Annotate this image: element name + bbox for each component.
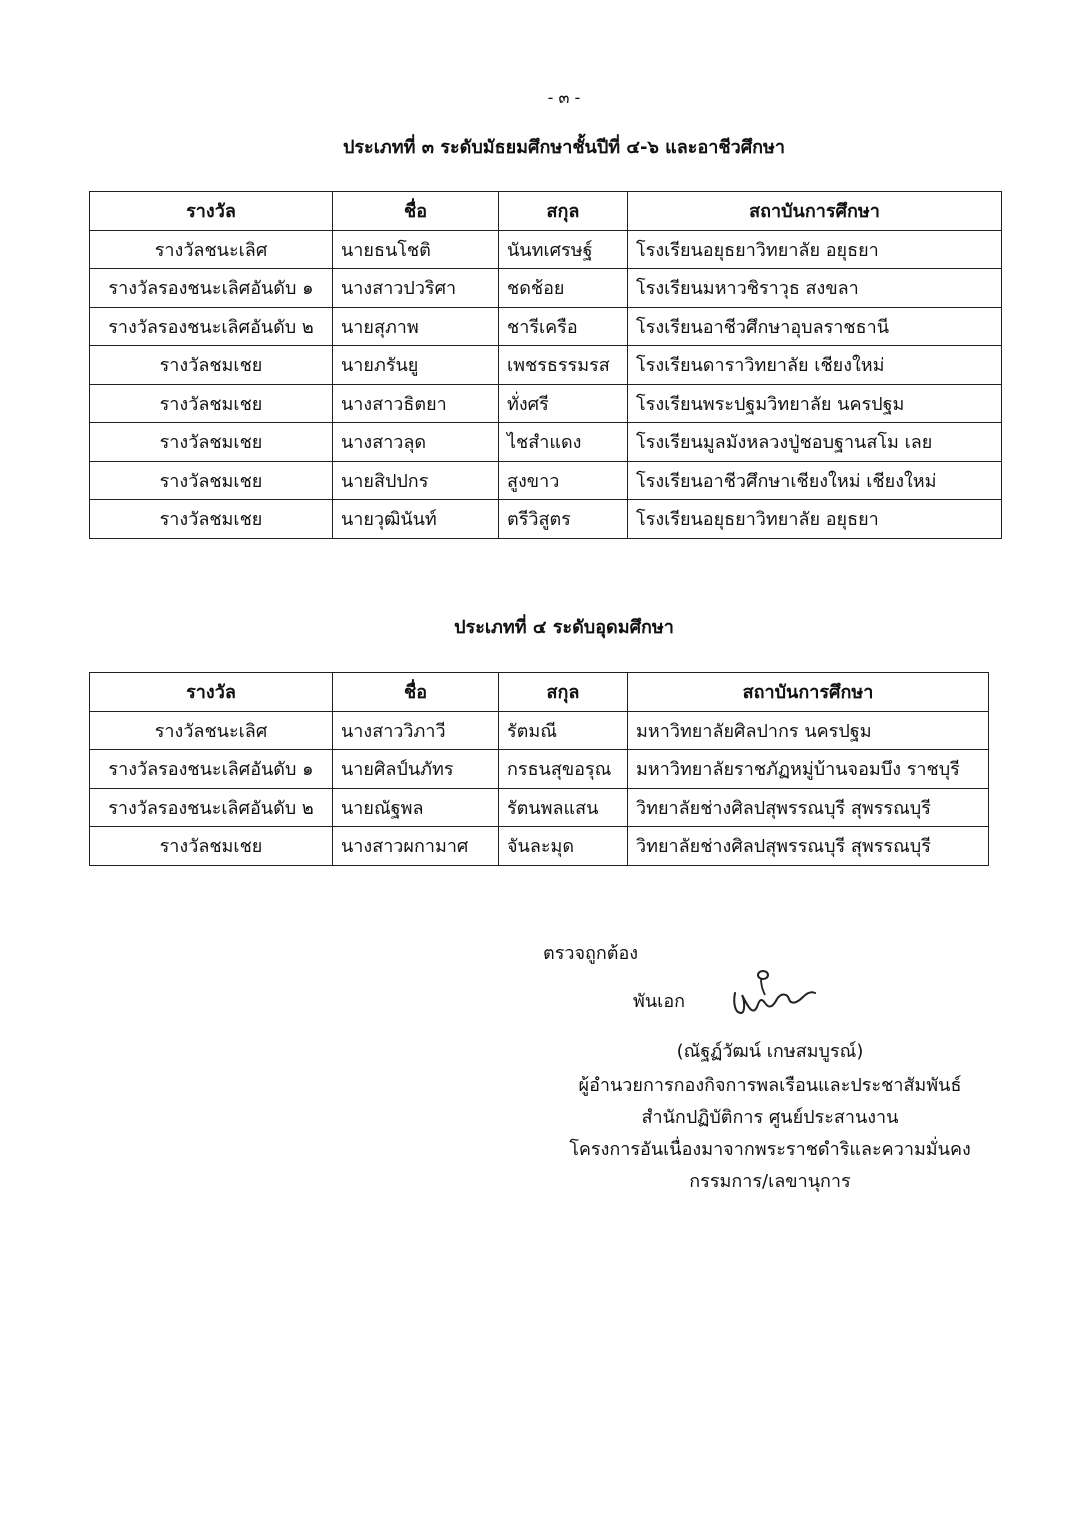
institution-cell: มหาวิทยาลัยราชภัฏหมู่บ้านจอมบึง ราชบุรี [628,750,989,789]
section-3-heading: ประเภทที่ ๓ ระดับมัธยมศึกษาชั้นปีที่ ๔-๖ และอาชีวศึกษา [342,137,786,158]
institution-cell: โรงเรียนมหาวชิราวุธ สงขลา [628,269,1002,308]
signer-position-line-1: ผู้อำนวยการกองกิจการพลเรือนและประชาสัมพันธ์ [578,1075,962,1096]
column-header-firstname: ชื่อ [333,673,499,712]
firstname-cell: นางสาวลุด [333,423,499,462]
award-cell: รางวัลชนะเลิศ [90,711,333,750]
surname-cell: นันทเศรษฐ์ [499,230,628,269]
institution-cell: วิทยาลัยช่างศิลปสุพรรณบุรี สุพรรณบุรี [628,827,989,866]
table-row [90,230,1002,269]
table-header-row [90,673,989,712]
table-row [90,423,1002,462]
award-cell: รางวัลชมเชย [90,346,333,385]
signer-rank: พันเอก [633,991,686,1012]
signer-position-line-3: โครงการอันเนื่องมาจากพระราชดำริและความมั่นคง [569,1139,971,1160]
surname-cell: เพชรธรรมรส [499,346,628,385]
award-cell: รางวัลชมเชย [90,827,333,866]
surname-cell: ชารีเครือ [499,307,628,346]
surname-cell: ชดช้อย [499,269,628,308]
column-header-award: รางวัล [90,673,333,712]
verified-text: ตรวจถูกต้อง [543,943,639,964]
surname-cell: ทั่งศรี [499,384,628,423]
table-row [90,269,1002,308]
table-row [90,827,989,866]
table-row [90,307,1002,346]
surname-cell: กรธนสุขอรุณ [499,750,628,789]
award-cell: รางวัลรองชนะเลิศอันดับ ๑ [90,750,333,789]
column-header-firstname: ชื่อ [333,192,499,231]
page-number: - ๓ - [547,88,581,107]
handwritten-signature [727,963,817,1023]
institution-cell: โรงเรียนอาชีวศึกษาอุบลราชธานี [628,307,1002,346]
signer-position-line-4: กรรมการ/เลขานุการ [689,1171,851,1192]
firstname-cell: นางสาวผกามาศ [333,827,499,866]
column-header-surname: สกุล [499,192,628,231]
institution-cell: โรงเรียนอาชีวศึกษาเชียงใหม่ เชียงใหม่ [628,461,1002,500]
institution-cell: โรงเรียนมูลมังหลวงปู่ชอบฐานสโม เลย [628,423,1002,462]
surname-cell: สูงขาว [499,461,628,500]
institution-cell: มหาวิทยาลัยศิลปากร นครปฐม [628,711,989,750]
surname-cell: รัตมณี [499,711,628,750]
table-row [90,711,989,750]
institution-cell: โรงเรียนพระปฐมวิทยาลัย นครปฐม [628,384,1002,423]
table-row [90,346,1002,385]
firstname-cell: นายวุฒินันท์ [333,500,499,539]
award-cell: รางวัลรองชนะเลิศอันดับ ๒ [90,788,333,827]
table-row [90,750,989,789]
surname-cell: รัตนพลแสน [499,788,628,827]
section-3-table [89,191,1002,539]
award-cell: รางวัลชมเชย [90,461,333,500]
table-row [90,461,1002,500]
column-header-surname: สกุล [499,673,628,712]
table-row [90,384,1002,423]
award-cell: รางวัลชมเชย [90,423,333,462]
firstname-cell: นางสาววิภาวี [333,711,499,750]
award-cell: รางวัลชมเชย [90,500,333,539]
firstname-cell: นายสุภาพ [333,307,499,346]
award-cell: รางวัลชมเชย [90,384,333,423]
institution-cell: โรงเรียนอยุธยาวิทยาลัย อยุธยา [628,500,1002,539]
table-header-row [90,192,1002,231]
signer-position-line-2: สำนักปฏิบัติการ ศูนย์ประสานงาน [641,1107,899,1128]
surname-cell: จันละมุด [499,827,628,866]
award-cell: รางวัลรองชนะเลิศอันดับ ๑ [90,269,333,308]
firstname-cell: นายศิลป์นภัทร [333,750,499,789]
table-row [90,788,989,827]
firstname-cell: นายสิปปกร [333,461,499,500]
firstname-cell: นางสาวปวริศา [333,269,499,308]
institution-cell: วิทยาลัยช่างศิลปสุพรรณบุรี สุพรรณบุรี [628,788,989,827]
surname-cell: ตรีวิสูตร [499,500,628,539]
award-cell: รางวัลชนะเลิศ [90,230,333,269]
firstname-cell: นายณัฐพล [333,788,499,827]
signer-name: (ณัฐฏ์วัฒน์ เกษสมบูรณ์) [676,1041,864,1062]
firstname-cell: นางสาวธิตยา [333,384,499,423]
institution-cell: โรงเรียนดาราวิทยาลัย เชียงใหม่ [628,346,1002,385]
firstname-cell: นายธนโชติ [333,230,499,269]
column-header-award: รางวัล [90,192,333,231]
award-cell: รางวัลรองชนะเลิศอันดับ ๒ [90,307,333,346]
section-4-heading: ประเภทที่ ๔ ระดับอุดมศึกษา [454,617,674,638]
firstname-cell: นายภรันยู [333,346,499,385]
surname-cell: ไชสำแดง [499,423,628,462]
section-4-table [89,672,989,866]
institution-cell: โรงเรียนอยุธยาวิทยาลัย อยุธยา [628,230,1002,269]
column-header-institution: สถาบันการศึกษา [628,192,1002,231]
column-header-institution: สถาบันการศึกษา [628,673,989,712]
table-row [90,500,1002,539]
